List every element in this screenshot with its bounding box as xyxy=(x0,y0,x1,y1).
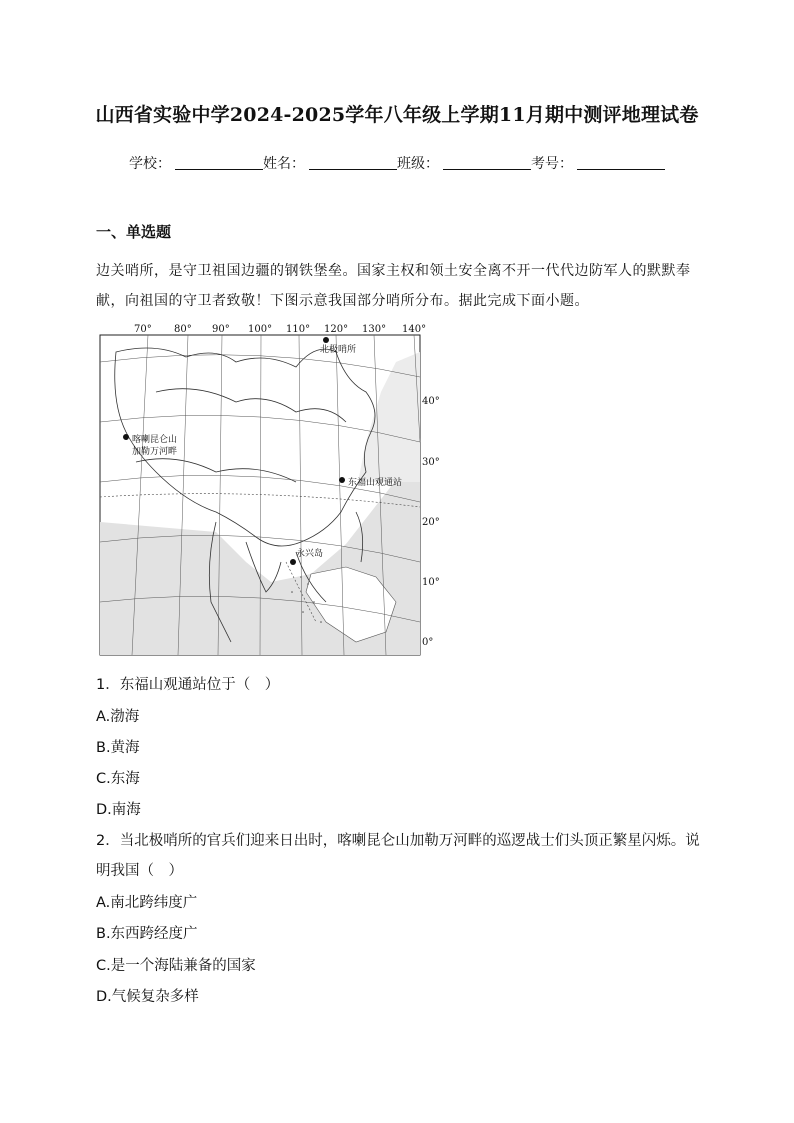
q1-option-c[interactable]: C.东海 xyxy=(96,771,140,787)
lon-label: 140° xyxy=(402,324,427,335)
class-blank[interactable] xyxy=(443,155,531,170)
intro-paragraph: 边关哨所，是守卫祖国边疆的钢铁堡垒。国家主权和领土安全离不开一代代边防军人的默默奉献，向祖国的守卫者致敬！下图示意我国部分哨所分布。据此完成下面小题。 xyxy=(96,263,691,309)
question-2-stem: 2．当北极哨所的官兵们迎来日出时，喀喇昆仑山加勒万河畔的巡逻战士们头顶正繁星闪烁。说明我国（ ） xyxy=(96,833,700,879)
lon-label: 130° xyxy=(362,324,387,335)
exam-title: 山西省实验中学2024-2025学年八年级上学期11月期中测评地理试卷 xyxy=(95,104,699,126)
lat-label: 40° xyxy=(422,396,440,407)
school-label: 学校： xyxy=(129,156,171,172)
student-info-row xyxy=(0,153,794,173)
q2-option-d[interactable]: D.气候复杂多样 xyxy=(96,989,199,1005)
exam-number-blank[interactable] xyxy=(577,155,665,170)
school-blank[interactable] xyxy=(175,155,263,170)
q1-option-d[interactable]: D.南海 xyxy=(96,802,141,818)
school-field xyxy=(129,153,263,173)
place-label-karakoram: 喀喇昆仑山 xyxy=(132,435,178,445)
lon-label: 120° xyxy=(324,324,349,335)
place-label-dongfushan: 东福山观通站 xyxy=(348,478,403,488)
class-label: 班级： xyxy=(397,156,439,172)
lat-label: 10° xyxy=(422,577,440,588)
q1-option-a[interactable]: A.渤海 xyxy=(96,709,140,725)
lat-label: 20° xyxy=(422,517,440,528)
place-label-north-outpost: 北极哨所 xyxy=(320,345,357,355)
outpost-marker-north xyxy=(323,337,329,343)
q2-option-b[interactable]: B.东西跨经度广 xyxy=(96,926,198,942)
question-1-stem: 1．东福山观通站位于（ ） xyxy=(96,677,280,693)
q1-option-b[interactable]: B.黄海 xyxy=(96,740,140,756)
exam-number-label: 考号： xyxy=(531,156,573,172)
place-label-yongxing: 永兴岛 xyxy=(296,549,324,559)
place-label-galwan: 加勒万河畔 xyxy=(132,447,178,457)
lon-label: 90° xyxy=(212,324,230,335)
outpost-map xyxy=(96,322,446,657)
exam-number-field xyxy=(531,153,665,173)
class-field xyxy=(397,153,531,173)
q2-option-c[interactable]: C.是一个海陆兼备的国家 xyxy=(96,958,256,974)
q2-option-a[interactable]: A.南北跨纬度广 xyxy=(96,895,198,911)
outpost-marker-dongfushan xyxy=(339,477,345,483)
name-blank[interactable] xyxy=(309,155,397,170)
lat-label: 30° xyxy=(422,457,440,468)
section-heading: 一、单选题 xyxy=(96,223,172,241)
lon-label: 100° xyxy=(248,324,273,335)
lon-label: 80° xyxy=(174,324,192,335)
lon-label: 110° xyxy=(286,324,311,335)
name-field xyxy=(263,153,397,173)
lat-label: 0° xyxy=(422,637,434,648)
outpost-marker-karakoram xyxy=(123,434,129,440)
outpost-marker-yongxing xyxy=(290,559,296,565)
lon-label: 70° xyxy=(134,324,152,335)
name-label: 姓名： xyxy=(263,156,305,172)
